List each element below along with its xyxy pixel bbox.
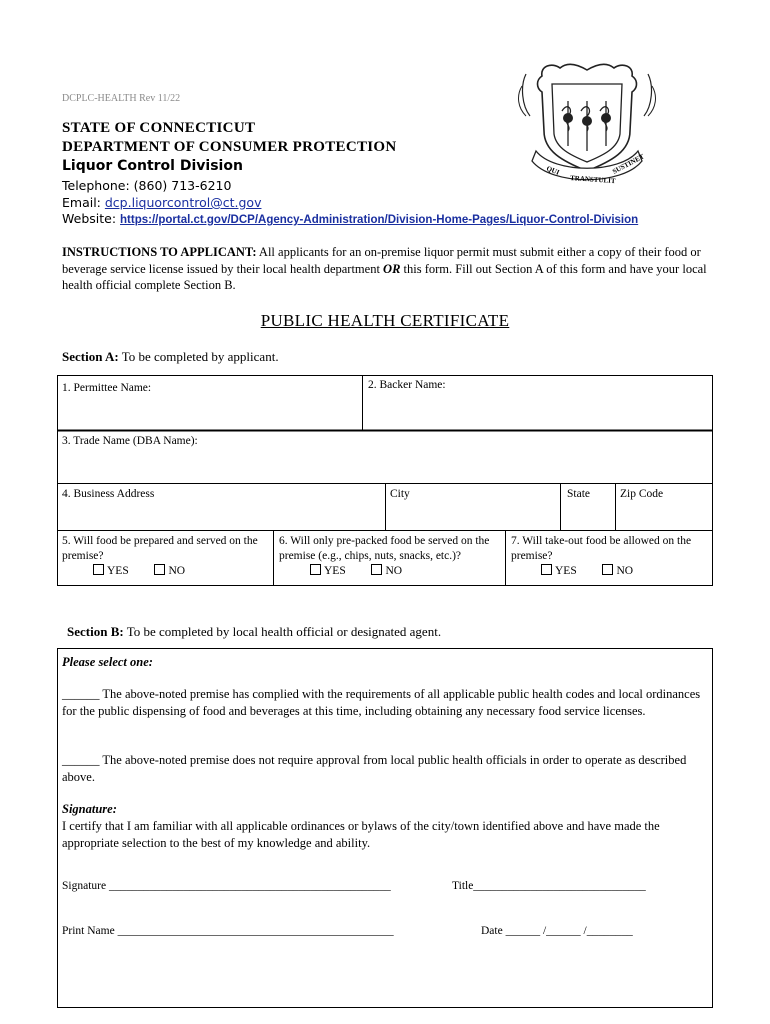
option-complied[interactable]: ______ The above-noted premise has complied with the requirements of all applicable public health codes and local ordinances for the public dispensing of food and beverages at this time, including obtaining any necessary food service licenses.: [62, 687, 701, 718]
q6-yes-label: YES: [324, 565, 346, 577]
question-6: 6. Will only pre-packed food be served on the premise (e.g., chips, nuts, snacks, etc.)?: [279, 535, 490, 562]
q5-yes-label: YES: [107, 565, 129, 577]
signature-field[interactable]: Signature _________________________________________________: [62, 880, 391, 892]
print-name-field[interactable]: Print Name ________________________________________________: [62, 925, 394, 937]
instructions-text-1: All applicants for an on-premise liquor permit must submit either a copy of their food or beverage service license issued by their local health department: [62, 245, 701, 276]
q5-no-label: NO: [168, 565, 186, 577]
q5-options: [93, 564, 185, 579]
date-field[interactable]: Date ______ /______ /________: [481, 925, 633, 937]
instructions-paragraph: [62, 244, 712, 294]
section-a-text: To be completed by applicant.: [118, 349, 279, 364]
website-link[interactable]: https://portal.ct.gov/DCP/Agency-Administration/Division-Home-Pages/Liquor-Control-Division: [120, 214, 639, 226]
q5-yes-checkbox[interactable]: [93, 564, 104, 575]
trade-name-field[interactable]: 3. Trade Name (DBA Name):: [62, 435, 198, 447]
instructions-label: INSTRUCTIONS TO APPLICANT:: [62, 245, 257, 259]
signature-heading: Signature:: [62, 802, 117, 816]
q6-no-checkbox[interactable]: [371, 564, 382, 575]
connecticut-seal: [512, 56, 662, 196]
title-field[interactable]: Title______________________________: [452, 880, 646, 892]
q7-no-checkbox[interactable]: [602, 564, 613, 575]
seal-ribbon-word-1: QUI: [545, 164, 561, 177]
seal-ribbon-word-2: TRANSTULIT: [569, 174, 616, 186]
section-b-label: Section B:: [67, 624, 124, 639]
page-title: PUBLIC HEALTH CERTIFICATE: [260, 311, 510, 330]
q7-no-label: NO: [616, 565, 634, 577]
option-no-approval-required[interactable]: ______ The above-noted premise does not require approval from local public health officials in order to operate as described above.: [62, 753, 687, 784]
seal-ribbon-word-3: SUSTINET: [611, 152, 646, 176]
select-one-heading: Please select one:: [62, 655, 153, 669]
city-field[interactable]: City: [390, 488, 410, 500]
website-label: Website:: [62, 211, 121, 226]
section-b-form: [57, 648, 713, 1008]
section-b-text: To be completed by local health official or designated agent.: [123, 624, 442, 639]
zip-code-field[interactable]: Zip Code: [620, 488, 664, 500]
website-line: [62, 211, 638, 226]
email-line: [62, 195, 261, 210]
telephone-number: (860) 713-6210: [133, 178, 232, 193]
instructions-or: OR: [383, 261, 401, 276]
certification-statement: I certify that I am familiar with all applicable ordinances or bylaws of the city/town identified above and have made the appropriate selection to the best of my knowledge and ability.: [62, 819, 660, 850]
email-label: Email:: [62, 195, 105, 210]
q5-no-checkbox[interactable]: [154, 564, 165, 575]
section-b-heading: [67, 624, 441, 640]
question-5: 5. Will food be prepared and served on the premise?: [62, 535, 258, 562]
q7-options: [541, 564, 633, 579]
q6-no-label: NO: [385, 565, 403, 577]
section-a-label: Section A:: [62, 349, 119, 364]
business-address-field[interactable]: 4. Business Address: [62, 488, 155, 500]
q6-yes-checkbox[interactable]: [310, 564, 321, 575]
permittee-name-field[interactable]: 1. Permittee Name:: [62, 382, 152, 394]
question-7: 7. Will take-out food be allowed on the premise?: [511, 535, 692, 562]
backer-name-field[interactable]: 2. Backer Name:: [368, 379, 446, 391]
state-heading: STATE OF CONNECTICUT: [62, 120, 256, 136]
section-a-heading: [62, 349, 279, 365]
q7-yes-checkbox[interactable]: [541, 564, 552, 575]
state-field[interactable]: State: [567, 488, 590, 500]
division-heading: Liquor Control Division: [62, 158, 243, 174]
q7-yes-label: YES: [555, 565, 577, 577]
telephone-label: Telephone:: [62, 178, 134, 193]
q6-options: [310, 564, 402, 579]
instructions-text-2: this form. Fill out Section A of this form and have your local health official complete Section B.: [62, 261, 707, 292]
email-link[interactable]: dcp.liquorcontrol@ct.gov: [104, 195, 262, 210]
telephone-line: [62, 178, 231, 193]
section-a-form: [57, 375, 713, 586]
form-code: DCPLC-HEALTH Rev 11/22: [62, 93, 181, 104]
department-heading: DEPARTMENT OF CONSUMER PROTECTION: [62, 139, 397, 155]
